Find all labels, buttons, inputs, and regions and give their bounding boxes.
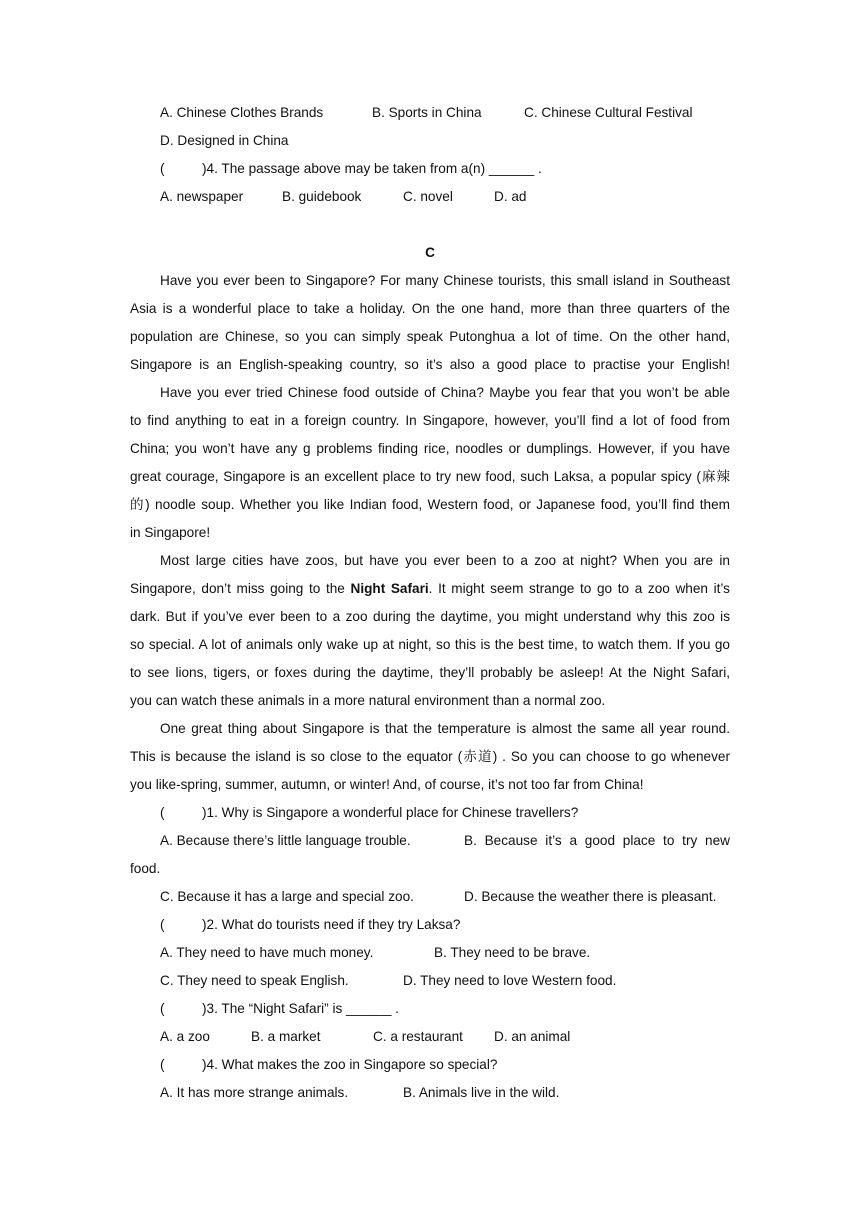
q3-options [130, 1023, 730, 1051]
text-line: Have you ever been to Singapore? For many Chinese tourists, this small island in Southeast [160, 273, 730, 288]
option-a: A. Chinese Clothes Brands [160, 105, 324, 120]
prev-q4-options [130, 183, 730, 211]
text-line: China; you won’t have any g problems finding rice, noodles or dumplings. However, if you have [130, 441, 730, 456]
text-line: Most large cities have zoos, but have you ever been to a zoo at night? When you are in [160, 553, 730, 568]
option-b-wrap: food. [130, 861, 161, 876]
text-line: dark. But if you’ve ever been to a zoo during the daytime, you might understand why this zoo is [130, 609, 730, 624]
q1-options-row2 [130, 883, 730, 911]
q1-options-row1-wrap [130, 855, 730, 883]
option-a: A. It has more strange animals. [160, 1085, 349, 1100]
question-2 [130, 911, 730, 939]
question-4 [130, 1051, 730, 1079]
text-line: so special. A lot of animals only wake up at night, so this is the best time, to watch them. If you go [130, 637, 730, 652]
paragraph-1 [130, 267, 730, 379]
text-line: great courage, Singapore is an excellent place to try new food, such Laksa, a popular spicy (麻辣 [130, 469, 730, 484]
question-text: )3. The “Night Safari” is ______ . [202, 1001, 399, 1016]
option-d: D. They need to love Western food. [403, 973, 617, 988]
option-a: A. newspaper [160, 189, 244, 204]
paragraph-2 [130, 379, 730, 547]
question-text: )1. Why is Singapore a wonderful place for Chinese travellers? [202, 805, 579, 820]
q1-options-row1 [130, 827, 730, 855]
spacer [130, 211, 730, 239]
text-line: you can watch these animals in a more natural environment than a normal zoo. [130, 693, 606, 708]
text-line: to find anything to eat in a foreign country. In Singapore, however, you’ll find a lot of food from [130, 413, 730, 428]
option-a: A. a zoo [160, 1029, 210, 1044]
option-b: B. guidebook [282, 189, 362, 204]
text-segment: . It might seem strange to go to a zoo when it’s [428, 581, 730, 596]
prev-question-4 [130, 155, 730, 183]
text-line: Singapore is an English-speaking country, so it’s also a good place to practise your English! [130, 357, 730, 372]
prev-q3-options-row2 [130, 127, 730, 155]
night-safari-term: Night Safari [350, 581, 429, 596]
option-d: D. an animal [494, 1029, 571, 1044]
text-line: you like-spring, summer, autumn, or winter! And, of course, it’s not too far from China! [130, 777, 644, 792]
option-c: C. Because it has a large and special zoo. [160, 889, 414, 904]
document-content [130, 99, 730, 1107]
text-line: population are Chinese, so you can simply speak Putonghua a lot of time. On the other hand, [130, 329, 730, 344]
option-b: B. Animals live in the wild. [403, 1085, 560, 1100]
option-a: A. Because there’s little language trouble. [160, 833, 411, 848]
paragraph-3 [130, 547, 730, 715]
q2-options-row2 [130, 967, 730, 995]
text-line: This is because the island is so close to the equator (赤道) . So you can choose to go whenever [130, 749, 730, 764]
answer-paren: ( [160, 917, 165, 932]
text-line: Asia is a wonderful place to take a holiday. On the one hand, more than three quarters of the [130, 301, 730, 316]
prev-q3-options-row1 [130, 99, 730, 127]
text-segment: Singapore, don’t miss going to the [130, 581, 351, 596]
question-1 [130, 799, 730, 827]
option-b: B. a market [251, 1029, 321, 1044]
question-text: )4. The passage above may be taken from a(n) ______ . [202, 161, 542, 176]
question-3 [130, 995, 730, 1023]
text-line: in Singapore! [130, 525, 211, 540]
option-d: D. ad [494, 189, 527, 204]
option-b: B. Sports in China [372, 105, 482, 120]
option-c: C. novel [403, 189, 453, 204]
answer-paren: ( [160, 161, 165, 176]
option-d: D. Because the weather there is pleasant. [464, 889, 717, 904]
option-c: C. a restaurant [373, 1029, 463, 1044]
answer-paren: ( [160, 805, 165, 820]
option-b: B. They need to be brave. [434, 945, 591, 960]
option-c: C. They need to speak English. [160, 973, 349, 988]
text-line: One great thing about Singapore is that the temperature is almost the same all year round. [160, 721, 730, 736]
option-a: A. They need to have much money. [160, 945, 374, 960]
question-text: )2. What do tourists need if they try Laksa? [202, 917, 461, 932]
option-b: B. Because it’s a good place to try new [464, 833, 730, 848]
text-line: Have you ever tried Chinese food outside of China? Maybe you fear that you won’t be able [160, 385, 730, 400]
text-line [130, 575, 730, 603]
text-line: to see lions, tigers, or foxes during the daytime, they’ll probably be asleep! At the Night Safari, [130, 665, 730, 680]
answer-paren: ( [160, 1001, 165, 1016]
question-text: )4. What makes the zoo in Singapore so special? [202, 1057, 498, 1072]
section-heading: C [425, 245, 435, 260]
answer-paren: ( [160, 1057, 165, 1072]
q2-options-row1 [130, 939, 730, 967]
paragraph-4 [130, 715, 730, 799]
text-line: 的) noodle soup. Whether you like Indian food, Western food, or Japanese food, you’ll find them [130, 497, 730, 512]
option-c: C. Chinese Cultural Festival [524, 105, 693, 120]
q4-options [130, 1079, 730, 1107]
option-d: D. Designed in China [160, 133, 289, 148]
